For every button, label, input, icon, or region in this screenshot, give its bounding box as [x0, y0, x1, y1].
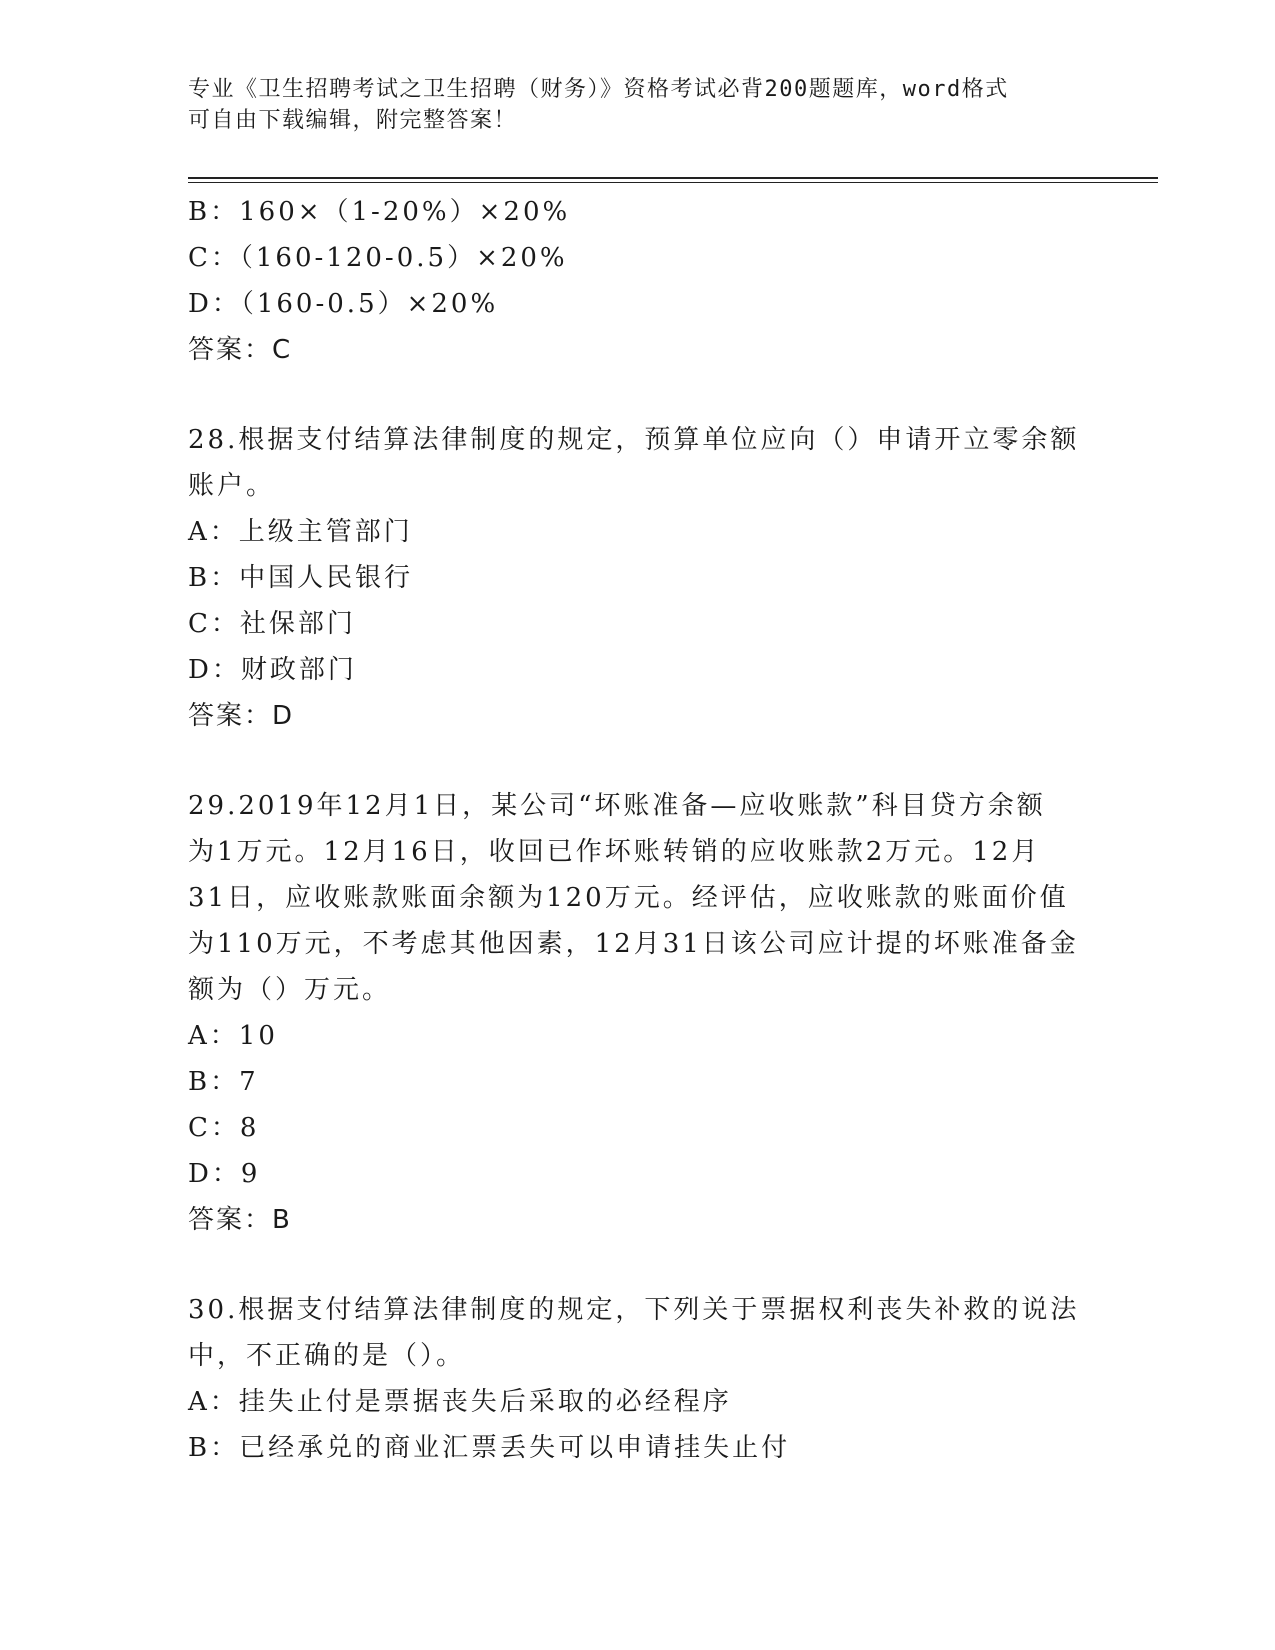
- question-29: [188, 783, 1088, 1243]
- header-line-1: 专业《卫生招聘考试之卫生招聘（财务）》资格考试必背200题题库，word格式: [188, 77, 1009, 102]
- question-text-line: 为110万元，不考虑其他因素，12月31日该公司应计提的坏账准备金: [188, 929, 1079, 959]
- option-a: A：10: [188, 1021, 278, 1051]
- option-a: A：上级主管部门: [188, 517, 413, 547]
- option-c: C：社保部门: [188, 609, 356, 639]
- option-c: C：8: [188, 1113, 260, 1143]
- question-text-line: 额为（）万元。: [188, 975, 392, 1005]
- document-header: [188, 74, 1078, 136]
- header-line-2: 可自由下载编辑，附完整答案！: [188, 108, 518, 133]
- question-text-line: 30.根据支付结算法律制度的规定，下列关于票据权利丧失补救的说法: [188, 1295, 1080, 1325]
- option-d: D：（160-0.5）×20%: [188, 289, 499, 319]
- option-b: B：已经承兑的商业汇票丢失可以申请挂失止付: [188, 1433, 791, 1463]
- question-28: [188, 417, 1088, 739]
- question-text-line: 28.根据支付结算法律制度的规定，预算单位应向（）申请开立零余额: [188, 425, 1080, 455]
- option-b: B：7: [188, 1067, 259, 1097]
- question-text-line: 29.2019年12月1日，某公司“坏账准备—应收账款”科目贷方余额: [188, 791, 1046, 821]
- question-text-line: 中，不正确的是（）。: [188, 1341, 466, 1371]
- question-list: [188, 189, 1088, 1471]
- question-text-line: 为1万元。12月16日，收回已作坏账转销的应收账款2万元。12月: [188, 837, 1041, 867]
- question-text-line: 31日，应收账款账面余额为120万元。经评估，应收账款的账面价值: [188, 883, 1069, 913]
- option-b: B：160×（1-20%）×20%: [188, 197, 571, 227]
- question-30: [188, 1287, 1088, 1471]
- header-divider-thin: [188, 182, 1158, 183]
- option-b: B：中国人民银行: [188, 563, 414, 593]
- header-divider: [188, 177, 1158, 179]
- answer: 答案：C: [188, 335, 293, 365]
- question-text-line: 账户。: [188, 471, 276, 501]
- option-d: D：9: [188, 1159, 261, 1189]
- question-27: [188, 189, 1088, 373]
- option-c: C：（160-120-0.5）×20%: [188, 243, 568, 273]
- answer: 答案：B: [188, 1205, 292, 1235]
- option-d: D：财政部门: [188, 655, 357, 685]
- answer: 答案：D: [188, 701, 295, 731]
- option-a: A：挂失止付是票据丧失后采取的必经程序: [188, 1387, 732, 1417]
